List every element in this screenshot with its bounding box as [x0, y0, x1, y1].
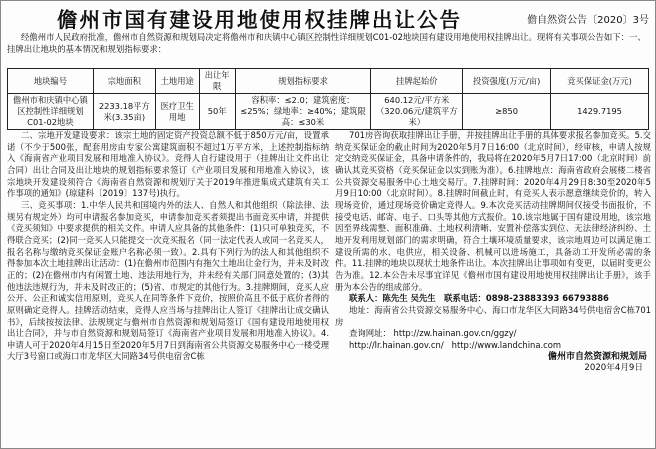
table-header-cell: 规划指标要求	[235, 69, 371, 94]
query-label: 查询网址：	[349, 328, 391, 339]
url-link[interactable]: http://zw.hainan.gov.cn/ggzy/	[393, 328, 517, 339]
header	[7, 3, 651, 32]
table-header-cell: 挂牌起始价	[371, 69, 463, 94]
doc-number: 儋自然资公告〔2020〕3号	[527, 15, 649, 26]
term-cell: 50年	[199, 94, 235, 130]
deposit-cell: 1429.7195	[551, 94, 649, 130]
query-urls-2	[335, 340, 651, 352]
table-header-cell: 投资强度(万元/亩)	[463, 69, 551, 94]
planning-cell: 容积率：≤2.0；建筑密度：≤25%；绿地率：≥40%；建筑限高：≤30米	[235, 94, 371, 130]
page-title: 儋州市国有建设用地使用权挂牌出让公告	[57, 8, 462, 32]
start-price-cell: 640.12元/平方米（320.06元/建筑平方米）	[371, 94, 463, 130]
address-line: 地址：海南省公共资源交易服务中心、海口市龙华区大同路34号供电宿舍C栋701房	[335, 304, 651, 327]
land-use-cell: 医疗卫生用地	[155, 94, 199, 130]
area-cell: 2233.18平方米(3.35亩)	[93, 94, 155, 130]
body-paragraph: 三、竞买事项：1.中华人民共和国境内外的法人、自然人和其他组织（除法律、法规另有规定外）均可申请报名参加竞买，申请参加竞买者须提出书面竞买申请，并提供《竞买须知》中要求提供的相关文件。申请人应具备的其他条件：(1)只可单独竞买，不得联合竞买；(2)同一竞买人只能提交一次竞买报名（同一法定代表人或同一名竞买人，报名名称与缴纳竞买保证金账户名称必须一致）。2.具有下列行为的法人和其他组织不得参加本次土地挂牌出让活动：(1)在儋州市范围内有拖欠土地出让金行为，并未及时改正的；(2)在儋州市内有闲置土地、违法用地行为，并未经有关部门同意处置的；(3)其他违法违规行为，并未及时改正的；(5)省、市规定的其他行为。3.挂牌期间，竞买人应公开、公正和诚实信用原则，竞买人在同等条件下竞价，按照价高且不低于底价者得的原则确定竞得人。挂牌活动结束，竞得人应当场与挂牌出让人签订《挂牌出让成交确认书》，后续按按法律、法规规定与儋州市自然资源和规划局签订《国有建设用地使用权出让合同》，并与市自然资源和规划局签订《海南省产业项目发展和用地准入协议》。4.申请人可于2020年4月15日至2020年5月7日到海南省公共资源交易服务中心一楼受理大厅3号窗口或海口市龙华区大同路34号供电宿舍C栋	[7, 199, 329, 362]
body-paragraph: 二、宗地开发建设要求：该宗土地的固定资产投资总额不低于850万元/亩，设置承诺（不少于500张，配套用房由专家公寓建筑面积不超过1万平方米，上述控制指标纳入《海南省产业项目发展和用地准入协议》。竞得人自行建设用于（挂牌出让文件出让合同）出让合同及出让地块的规划指标要求签订《产业项目发展和用地准入协议》，该宗地块开发建设须符合《海南省自然资源和规划厅关于2019年推进集成式建筑有关工作事项的通知》(琼建科〔2019〕137号)执行。	[7, 130, 329, 199]
left-column	[7, 130, 329, 363]
right-column	[335, 130, 651, 374]
parcel-number-cell: 儋州市和庆镇中心镇区控制性详细规划C01-02地块	[8, 94, 94, 130]
table-header-cell: 土地用途	[155, 69, 199, 94]
intro-paragraph: 经儋州市人民政府批准，儋州市自然资源和规划局决定将儋州市和庆镇中心镇区控制性详细规划C01-02地块国有建设用地使用权挂牌出让。现将有关事项公告如下：一、挂牌出让地块的基本情况和规划指标要求：	[7, 32, 646, 54]
sign-date: 2020年4月9日	[584, 363, 643, 374]
contact-line: 联系人：陈先生 吴先生 联系电话：0898-23883393 66793886	[349, 293, 609, 304]
table-header-cell: 宗地面积	[93, 69, 155, 94]
parcel-table	[7, 68, 649, 130]
body-paragraph: 701房咨询获取挂牌出让手册，并按挂牌出让手册的具体要求报名参加竞买。5.交纳竞买保证金的截止时间为2020年5月7日16:00（北京时间），经审核，申请人按规定交纳竞买保证金，具备申请条件的，我局将在2020年5月7日17:00（北京时间）前确认其竞买资格（竞买保证金以实到账为准）。6.挂牌地点：海南省政府会展楼二楼省公共资源交易服务中心土地交易厅。7.挂牌时间：2020年4月29日8:30至2020年5月9日10:00（北京时间）。8.挂牌时间截止时，有竞买人表示愿意继续竞价的，转入现场竞价，通过现场竞价确定竞得人。9.本次竞买活动挂牌期间仅接受书面报价，不接受电话、邮寄、电子、口头等其他方式报价。10.该宗地属于国有建设用地，该宗地因至界线需整、面积准确、土地权利清晰、安置补偿落实到位、无法律经济纠纷、土地开发利用规划部门的需求明确，符合土壤环境质量要求，该宗地周边可以满足施工建设所需的水、电供应，相关设备、机械可以进场施工，具备动工开发所必需的条件。11.挂牌的地块以现状土地条件出让。本次挂牌出让事项如有变更，以届时变更公告为准。12.本公告未尽事宜详见《儋州市国有建设用地使用权挂牌出让手册》，该手册为本公告的组成部分。	[335, 130, 651, 292]
url-link[interactable]: http://www.landchina.com	[451, 339, 562, 350]
query-urls	[335, 328, 651, 340]
table-header-cell: 出让年限	[199, 69, 235, 94]
investment-cell: ≥850	[463, 94, 551, 130]
signature: 儋州市自然资源和规划局	[547, 352, 647, 363]
url-link[interactable]: http://lr.hainan.gov.cn/	[349, 339, 444, 350]
table-header-cell: 竞买保证金(万元)	[551, 69, 649, 94]
table-header-cell: 地块编号	[8, 69, 94, 94]
table-header-row	[8, 69, 649, 94]
table-row	[8, 94, 649, 130]
